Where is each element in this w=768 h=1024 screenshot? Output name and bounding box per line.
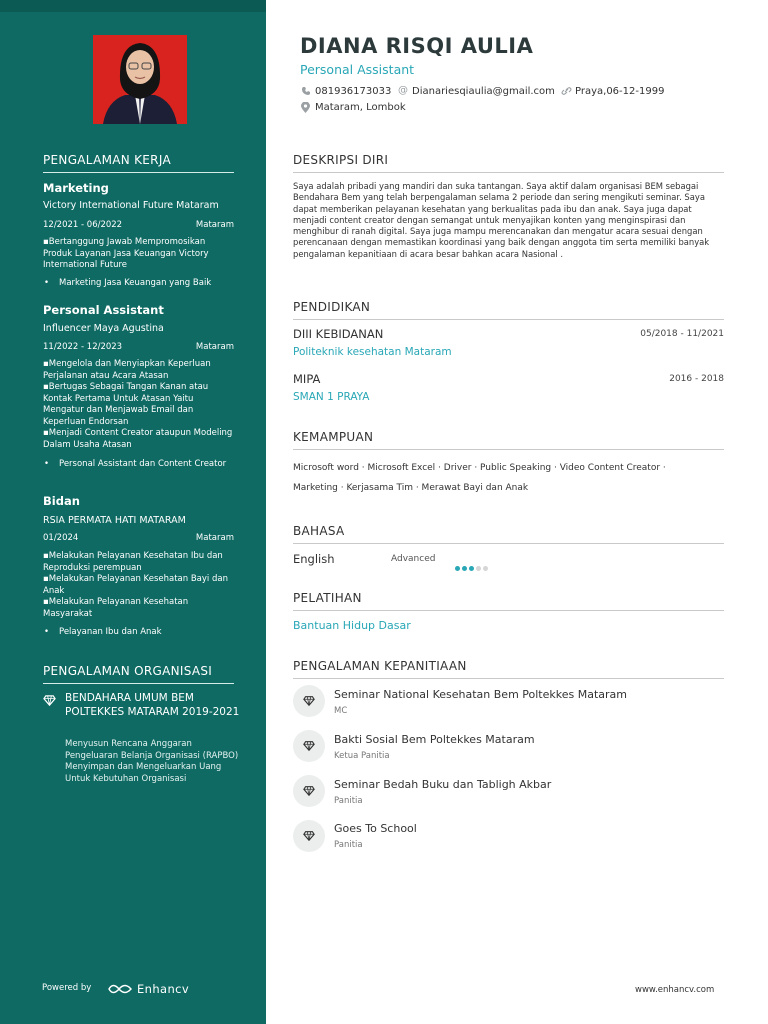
committee-role: Panitia [334,840,363,850]
organization-title: BENDAHARA UMUM BEM POLTEKKES MATARAM 2019-2021 [65,692,240,718]
education-school: SMAN 1 PRAYA [293,391,370,403]
committee-role: Panitia [334,796,363,806]
rating-dot-filled [462,566,467,571]
diamond-icon [303,695,315,707]
committee-title: Seminar National Kesehatan Bem Poltekkes Mataram [334,688,627,701]
candidate-name: DIANA RISQI AULIA [300,34,534,58]
job-company: RSIA PERMATA HATI MATARAM [43,515,186,526]
language-heading: BAHASA [293,524,724,544]
enhancv-brand[interactable]: Enhancv [137,982,190,996]
rating-dot-filled [455,566,460,571]
job-company: Influencer Maya Agustina [43,323,164,334]
profile-photo [93,35,187,124]
committee-title: Goes To School [334,822,417,835]
location-pin-icon [301,102,310,116]
job-description: ▪Mengelola dan Menyiapkan Keperluan Perjalanan atau Acara Atasan ▪Bertugas Sebagai Tangan Kanan atau Kontak Pertama Untuk Atasan Yaitu Mengatur dan Menjawab Email dan Keperluan Endorsan ▪Menjadi Content Creator ataupun Modeling Dalam Usaha Atasan [43,359,233,450]
location: Mataram, Lombok [315,102,406,113]
email-address[interactable]: Dianariesqiaulia@gmail.com [412,86,555,97]
committee-icon-circle [293,685,325,717]
committee-role: Ketua Panitia [334,751,390,761]
organization-heading: PENGALAMAN ORGANISASI [43,664,234,684]
committee-icon-circle [293,820,325,852]
committee-icon-circle [293,730,325,762]
skills-line: Marketing · Kerjasama Tim · Merawat Bayi dan Anak [293,483,529,493]
education-heading: PENDIDIKAN [293,300,724,320]
job-date: 12/2021 - 06/2022 [43,220,123,230]
footer-url[interactable]: www.enhancv.com [635,985,715,995]
link-icon [561,86,572,99]
job-location: Mataram [195,533,234,543]
committee-title: Bakti Sosial Bem Poltekkes Mataram [334,733,535,746]
diamond-icon [303,830,315,842]
organization-description: Menyusun Rencana Anggaran Pengeluaran Belanja Organisasi (RAPBO) Menyimpan dan Mengeluarkan Uang Untuk Kebutuhan Organisasi [65,739,239,784]
language-name: English [293,552,335,566]
job-company: Victory International Future Mataram [43,200,219,211]
phone-number[interactable]: 081936173033 [315,86,392,97]
job-date: 11/2022 - 12/2023 [43,342,123,352]
training-heading: PELATIHAN [293,591,724,611]
rating-dot-empty [476,566,481,571]
experience-heading: PENGALAMAN KERJA [43,153,234,173]
skills-list [293,458,725,498]
job-role: Bidan [43,494,80,508]
job-role: Marketing [43,181,109,195]
diamond-icon [303,740,315,752]
sidebar-top-strip [0,0,266,12]
education-degree: MIPA [293,372,321,386]
education-school: Politeknik kesehatan Mataram [293,346,452,358]
summary-heading: DESKRIPSI DIRI [293,153,724,173]
skills-heading: KEMAMPUAN [293,430,724,450]
diamond-icon [43,694,56,707]
committee-icon-circle [293,775,325,807]
job-location: Mataram [195,342,234,352]
language-level: Advanced [391,554,436,564]
committee-heading: PENGALAMAN KEPANITIAAN [293,659,724,679]
summary-text: Saya adalah pribadi yang mandiri dan suka tantangan. Saya aktif dalam organisasi BEM sebagai Bendahara Bem yang telah berpengalaman selama 2 periode dan sering mengikuti seminar. Saya dapat memberikan pelayanan kesehatan yang berkualitas pada ibu dan anak. Saya juga dapat menjadi content creator dengan semangat untuk menyajikan konten yang menginspirasi dan menghibur di ranah digital. Saya juga mampu merencanakan dan mengatur acara sesuai dengan perencanaan dengan memastikan koordinasi yang baik dengan anggota tim serta memiliki banyak pengalaman kepanitiaan di acara besar bahkan acara Nasional . [293,181,710,259]
rating-dot-empty [483,566,488,571]
committee-role: MC [334,706,348,716]
education-date: 2016 - 2018 [669,374,724,384]
job-description: ▪Melakukan Pelayanan Kesehatan Ibu dan Reproduksi perempuan ▪Melakukan Pelayanan Kesehatan Bayi dan Anak ▪Melakukan Pelayanan Kesehatan Masyarakat [43,551,228,619]
education-date: 05/2018 - 11/2021 [640,329,724,339]
enhancv-logo[interactable] [107,982,133,996]
committee-title: Seminar Bedah Buku dan Tabligh Akbar [334,778,552,791]
diamond-icon [303,785,315,797]
job-date: 01/2024 [43,533,79,543]
job-bullet: • Personal Assistant dan Content Creator [59,459,239,471]
job-bullet: • Pelayanan Ibu dan Anak [59,627,239,639]
job-location: Mataram [195,220,234,230]
education-degree: DIII KEBIDANAN [293,327,384,341]
job-description: ▪Bertanggung Jawab Mempromosikan Produk Layanan Jasa Keuangan Victory International Future [43,237,209,270]
birth-info: Praya,06-12-1999 [575,86,665,97]
skills-line: Microsoft word · Microsoft Excel · Driver · Public Speaking · Video Content Creator · [293,463,666,473]
job-role: Personal Assistant [43,303,164,317]
sidebar [0,0,266,1024]
job-bullet: • Marketing Jasa Keuangan yang Baik [59,278,239,290]
language-rating [455,556,490,575]
candidate-title: Personal Assistant [300,62,415,77]
training-item: Bantuan Hidup Dasar [293,619,411,632]
rating-dot-filled [469,566,474,571]
powered-by-label: Powered by [42,983,92,993]
phone-icon [301,86,311,99]
at-icon: @ [398,85,408,96]
